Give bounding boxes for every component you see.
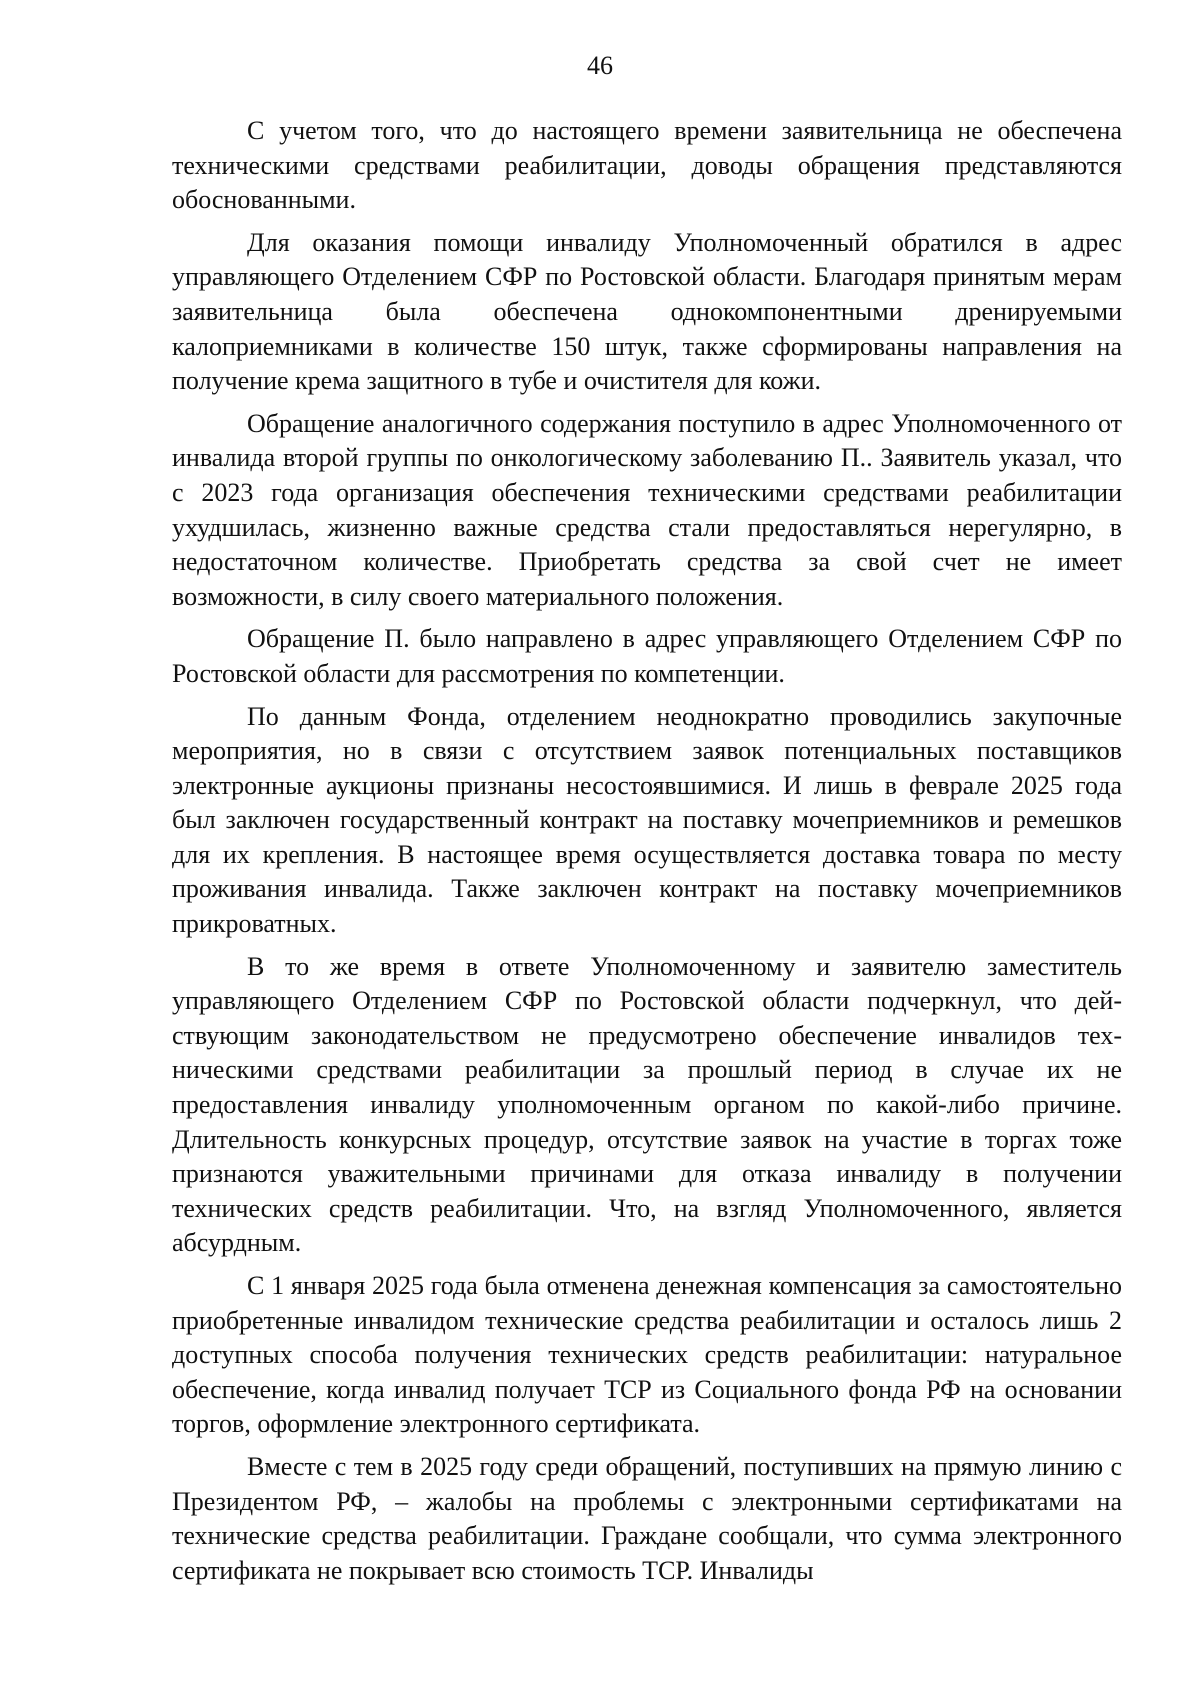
page-number: 46 — [587, 51, 613, 80]
paragraph-7: С 1 января 2025 года была отменена денежная компенсация за самостоятельно приобретенные инвалидом технические средства реабилитации и осталось лишь 2 доступных способа получения технических средств реабилитации: натуральное обеспечение, когда инвалид получает ТСР из Социального фонда РФ на основании торгов, оформление электронного сертификата. — [172, 1271, 1122, 1439]
paragraph-2: Для оказания помощи инвалиду Уполномоченный обратился в адрес управляющего Отделением СФР по Ростовской области. Благодаря принятым мерам заявительница была обеспечена однокомпонентными дренируемыми калоприемниками в количестве 150 штук, также сформированы направления на получение крема защитного в тубе и очистителя для кожи. — [172, 227, 1122, 396]
page-body — [172, 114, 1122, 1596]
paragraph-6: В то же время в ответе Уполномоченному и заявителю заместитель управляющего Отделением СФР по Ростовской области подчеркнул, что действующим законодательством не предусмотрено обеспечение инвалидов техническими средствами реабилитации за прошлый период в случае их не предоставления инвалиду уполномоченным органом по какой-либо причине. Длительность конкурсных процедур, отсутствие заявок на участие в торгах тоже признаются уважительными причинами для отказа инвалиду в получении технических средств реабилитации. Что, на взгляд Уполномоченного, является абсурдным. — [172, 951, 1122, 1258]
paragraph-3: Обращение аналогичного содержания поступило в адрес Уполномоченного от инвалида второй группы по онкологическому заболеванию П.. Заявитель указал, что с 2023 года организация обеспечения техническими средствами реабилитации ухудшилась, жизненно важные средства стали предоставляться нерегулярно, в недостаточном количестве. Приобретать средства за свой счет не имеет возможности, в силу своего материального положения. — [172, 408, 1122, 611]
paragraph-5: По данным Фонда, отделением неоднократно проводились закупочные мероприятия, но в связи с отсутствием заявок потенциальных поставщиков электронные аукционы признаны несостоявшимися. И лишь в феврале 2025 года был заключен государственный контракт на поставку мочеприемников и ремешков для их крепления. В настоящее время осуществляется доставка товара по месту проживания инвалида. Также заключен контракт на поставку мочеприемников прикроватных. — [172, 701, 1122, 939]
paragraph-1: С учетом того, что до настоящего времени заявительница не обеспечена техническими средствами реабилитации, доводы обращения представляются обоснованными. — [172, 116, 1122, 215]
paragraph-8: Вместе с тем в 2025 году среди обращений, поступивших на прямую линию с Президентом РФ, – жалобы на проблемы с электронными сертификатами на технические средства реабилитации. Граждане сообщали, что сумма электронного сертификата не покрывает всю стоимость ТСР. Инвалиды — [172, 1451, 1122, 1585]
paragraph-4: Обращение П. было направлено в адрес управляющего Отделением СФР по Ростовской области для рассмотрения по компетенции. — [172, 624, 1122, 688]
